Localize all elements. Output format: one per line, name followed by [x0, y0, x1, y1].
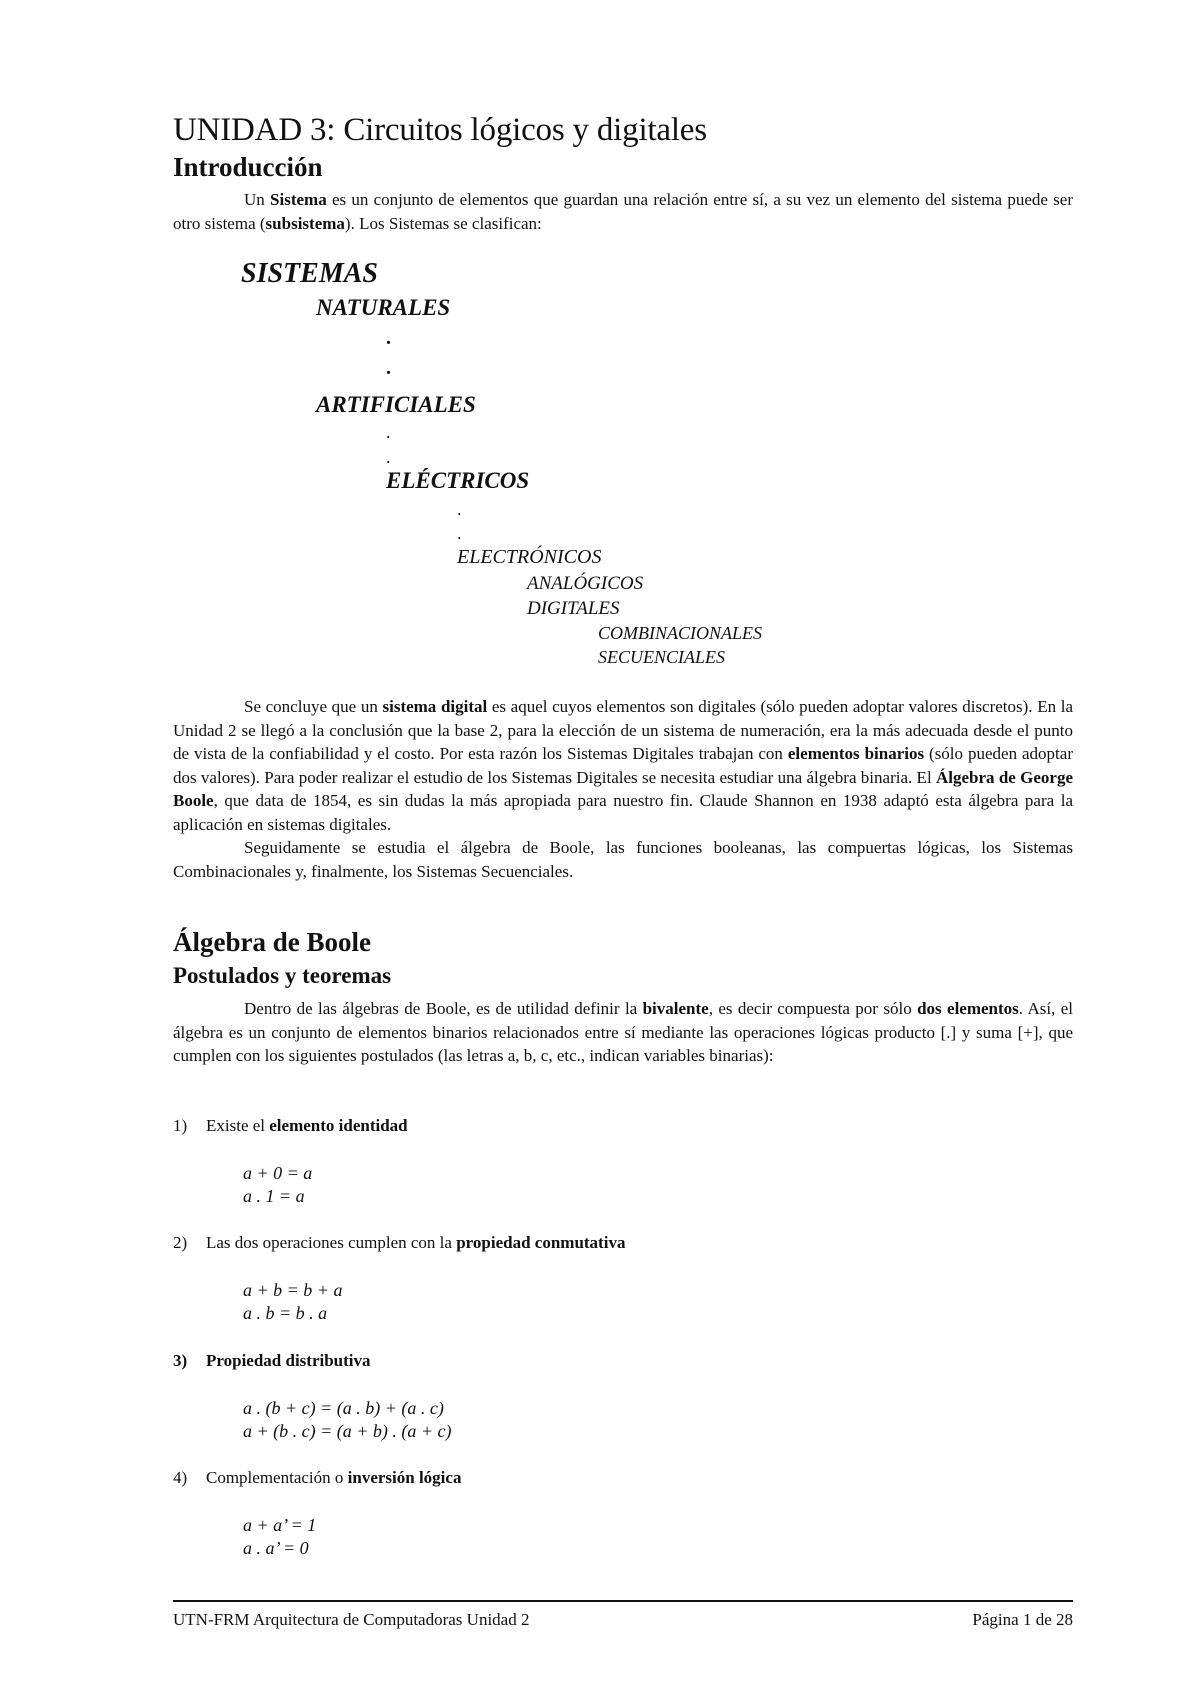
postulate-text: Complementación o [206, 1468, 348, 1487]
text-run: Se concluye que un [244, 697, 383, 716]
postulate-number: 1) [173, 1116, 188, 1135]
unit-title: UNIDAD 3: Circuitos lógicos y digitales [173, 112, 707, 148]
bold-term: sistema digital [382, 697, 488, 716]
postulate-term: elemento identidad [269, 1116, 408, 1135]
bold-term: subsistema [265, 213, 345, 233]
equation: a . a’ = 0 [243, 1538, 309, 1558]
tree-secuenciales: SECUENCIALES [598, 647, 726, 667]
tree-dot: . [457, 523, 462, 543]
bold-term: elementos binarios [787, 744, 925, 763]
conclusion-block [173, 695, 1073, 883]
equation: a . b = b . a [243, 1303, 328, 1323]
intro-heading: Introducción [173, 152, 323, 182]
summary-paragraph: Seguidamente se estudia el álgebra de Boole, las funciones booleanas, las compuertas lógicas, los Sistemas Combinacionales y, finalmente, los Sistemas Secuenciales. [173, 838, 1073, 881]
tree-combinacionales: COMBINACIONALES [598, 623, 762, 643]
text-run: Dentro de las álgebras de Boole, es de utilidad definir la [244, 999, 643, 1018]
equation: a + a’ = 1 [243, 1515, 317, 1535]
conclusion-paragraph [173, 695, 1073, 836]
equation: a + b = b + a [243, 1280, 343, 1300]
text-run: , es decir compuesta por sólo [708, 999, 918, 1018]
tree-dot: . [386, 357, 391, 379]
tree-artificiales: ARTIFICIALES [316, 392, 476, 417]
text-run: Un [244, 190, 271, 209]
footer-page-number: Página 1 de 28 [972, 1610, 1073, 1629]
bold-term: Sistema [270, 190, 327, 209]
text-run: , que data de 1854, es sin dudas la más apropiada para nuestro fin. Claude Shannon en 1938 adaptó esta álgebra para la aplicación en sistemas digitales. [173, 791, 1073, 834]
equation: a . 1 = a [243, 1186, 305, 1206]
intro-paragraph [173, 188, 1073, 235]
tree-dot: . [457, 499, 462, 519]
postulate-text: Existe el [206, 1116, 270, 1135]
tree-sistemas: SISTEMAS [241, 258, 378, 289]
postulate-number: 4) [173, 1468, 188, 1487]
boole-paragraph [173, 997, 1073, 1068]
tree-electronicos: ELECTRÓNICOS [457, 546, 602, 568]
postulate-term: inversión lógica [347, 1468, 462, 1487]
postulate-text: Las dos operaciones cumplen con la [206, 1233, 457, 1252]
tree-analogicos: ANALÓGICOS [527, 573, 644, 594]
bold-term: bivalente [642, 999, 709, 1018]
text-run: es aquel cuyos elementos son digitales (sólo pueden adoptar valores discretos). En la Unidad 2 se llegó a la conclusión que la base 2, para la elección de un sistema de numeración, era la más adecuada desde el punto de vista de la confiabilidad y el costo. Por esta razón los Sistemas Digitales trabajan con [173, 697, 1073, 763]
boole-heading: Álgebra de Boole [173, 927, 371, 957]
postulate-term: propiedad conmutativa [456, 1233, 626, 1252]
equation: a . (b + c) = (a . b) + (a . c) [243, 1398, 444, 1418]
postulate-number: 2) [173, 1233, 188, 1252]
document-page [173, 0, 1073, 1698]
tree-dot: . [386, 422, 391, 442]
postulate-item [173, 1466, 461, 1489]
bold-term: dos elementos [917, 999, 1019, 1018]
text-run: (sólo pueden adoptar dos valores). Para poder realizar el estudio de los Sistemas Digitales se necesita estudiar una álgebra binaria. El [173, 744, 1073, 787]
tree-dot: . [386, 447, 391, 467]
text-run: . Así, el álgebra es un conjunto de elementos binarios relacionados entre sí mediante las operaciones lógicas producto [.] y suma [+], que cumplen con los siguientes postulados (las letras a, b, c, etc., indican variables binarias): [173, 999, 1073, 1065]
postulate-item [173, 1114, 408, 1137]
text-run: ). Los Sistemas se clasifican: [344, 213, 542, 233]
tree-digitales: DIGITALES [527, 598, 620, 619]
bold-term: Álgebra de George Boole [173, 767, 1074, 810]
tree-dot: . [386, 327, 391, 349]
tree-electricos: ELÉCTRICOS [386, 468, 530, 493]
text-run: es un conjunto de elementos que guardan una relación entre sí, a su vez un elemento del sistema puede ser otro sistema ( [173, 190, 1073, 233]
postulate-item [173, 1349, 371, 1372]
postulates-heading: Postulados y teoremas [173, 963, 392, 988]
equation: a + (b . c) = (a + b) . (a + c) [243, 1421, 452, 1441]
footer-divider [173, 1600, 1073, 1602]
postulate-number: 3) [173, 1351, 188, 1370]
equation: a + 0 = a [243, 1163, 313, 1183]
postulate-item [173, 1231, 625, 1254]
postulate-term: Propiedad distributiva [206, 1351, 371, 1370]
footer-course: UTN-FRM Arquitectura de Computadoras Unidad 2 [173, 1610, 530, 1629]
tree-naturales: NATURALES [316, 295, 451, 320]
